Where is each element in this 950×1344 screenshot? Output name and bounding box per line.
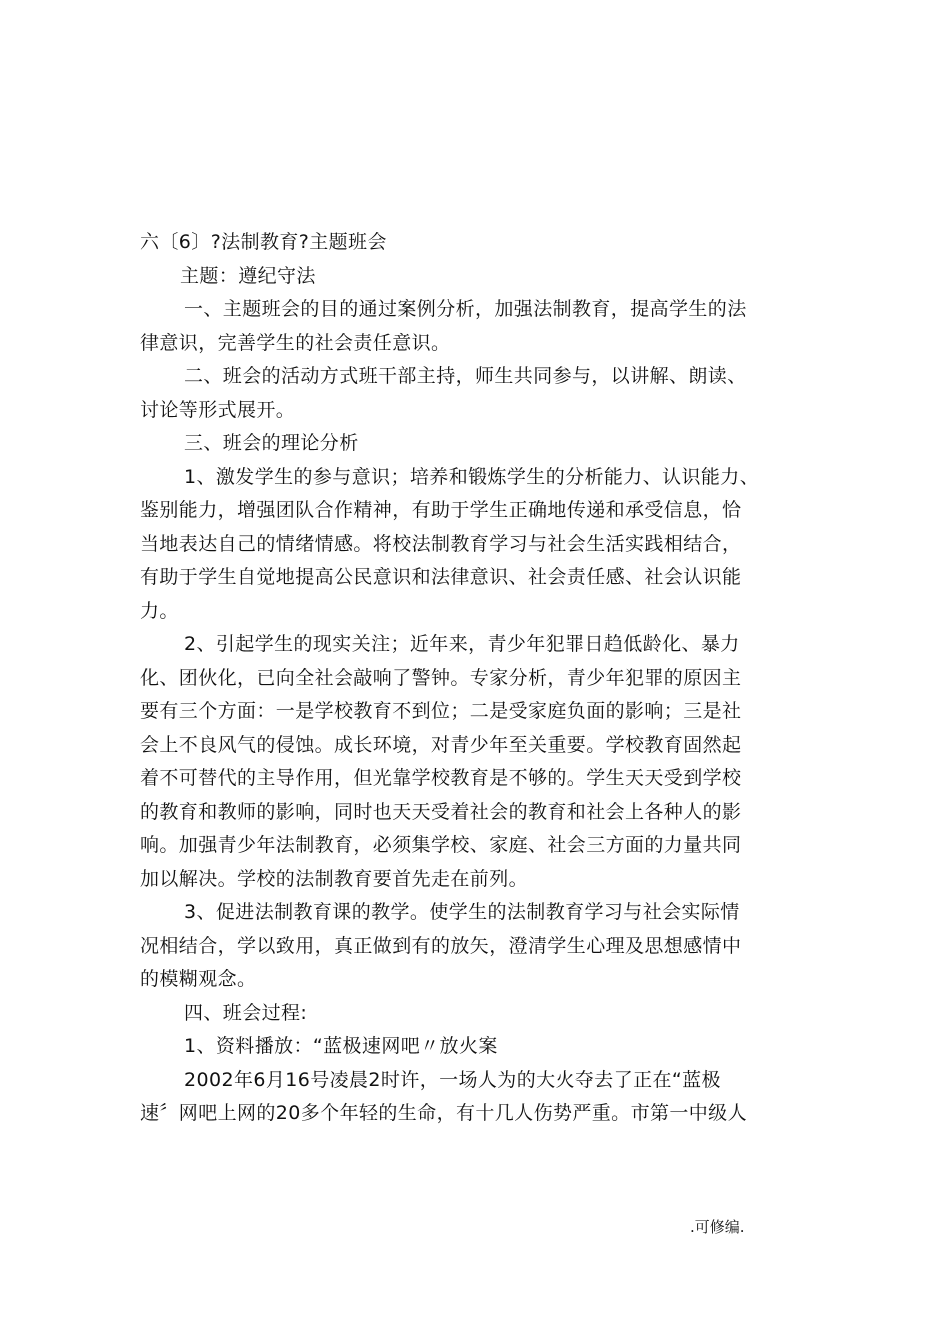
section-1-line-2: 律意识，完善学生的社会责任意识。	[140, 331, 451, 354]
point-3-line-1: 3、促进法制教育课的教学。使学生的法制教育学习与社会实际情	[184, 901, 740, 923]
point-2-line-2: 化、团伙化，已向全社会敲响了警钟。专家分析，青少年犯罪的原因主	[140, 666, 742, 689]
point-2-line-7: 响。加强青少年法制教育，必须集学校、家庭、社会三方面的力量共同	[140, 834, 742, 856]
point-2-line-5: 着不可替代的主导作用，但光靠学校教育是不够的。学生天天受到学校	[140, 767, 742, 789]
point-1-line-2: 鉴别能力，增强团队合作精神，有助于学生正确地传递和承受信息，恰	[140, 499, 742, 521]
point-2-line-4: 会上不良风气的侵蚀。成长环境，对青少年至关重要。学校教育固然起	[140, 733, 742, 756]
document-title: 六〔6〕?法制教育?主题班会	[140, 231, 387, 253]
document-body	[140, 226, 816, 1131]
point-1-line-1: 1、激发学生的参与意识；培养和锻炼学生的分析能力、认识能力、	[184, 465, 760, 488]
case-line-1: 2002年6月16号凌晨2时许，一场人为的大火夺去了正在“蓝极	[184, 1068, 721, 1091]
point-1-line-5: 力。	[140, 599, 179, 622]
section-2-line-2: 讨论等形式展开。	[140, 398, 296, 421]
material-1-heading: 1、资料播放：“蓝极速网吧〃放火案	[184, 1035, 498, 1057]
point-2-line-8: 加以解决。学校的法制教育要首先走在前列。	[140, 867, 529, 890]
page-footer: .可修编.	[690, 1218, 745, 1236]
point-2-line-6: 的教育和教师的影响，同时也天天受着社会的教育和社会上各种人的影	[140, 800, 742, 823]
section-4-heading: 四、班会过程:	[184, 1001, 308, 1024]
theme-line: 主题：遵纪守法	[180, 264, 316, 287]
point-2-line-3: 要有三个方面：一是学校教育不到位；二是受家庭负面的影响；三是社	[140, 700, 742, 722]
section-2-line-1: 二、班会的活动方式班干部主持，师生共同参与，以讲解、朗读、	[184, 365, 747, 387]
point-1-line-3: 当地表达自己的情绪情感。将校法制教育学习与社会生活实践相结合，	[140, 532, 742, 555]
point-2-line-1: 2、引起学生的现实关注；近年来，青少年犯罪日趋低龄化、暴力	[184, 633, 740, 655]
section-1-line-1: 一、主题班会的目的通过案例分析，加强法制教育，提高学生的法	[184, 298, 747, 320]
section-3-heading: 三、班会的理论分析	[184, 432, 359, 454]
point-1-line-4: 有助于学生自觉地提高公民意识和法律意识、社会责任感、社会认识能	[140, 566, 742, 588]
point-3-line-3: 的模糊观念。	[140, 968, 257, 990]
case-line-2: 速〞网吧上网的20多个年轻的生命，有十几人伤势严重。市第一中级人	[140, 1102, 747, 1124]
point-3-line-2: 况相结合，学以致用，真正做到有的放矢，澄清学生心理及思想感情中	[140, 934, 742, 957]
